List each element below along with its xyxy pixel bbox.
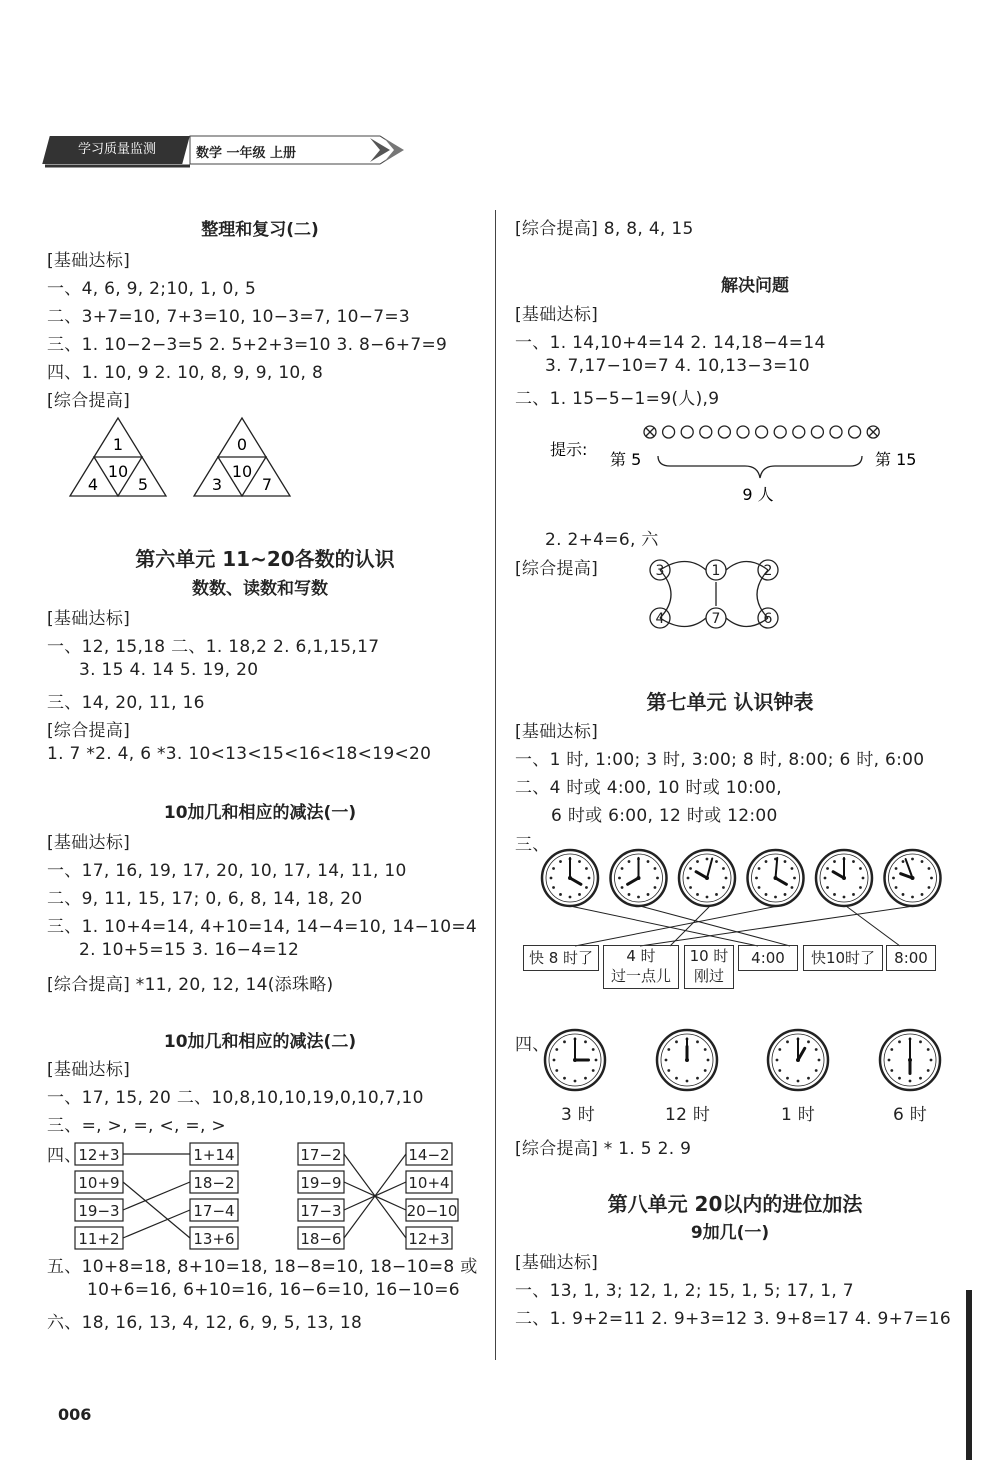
label-basic: [基础达标] <box>47 609 131 629</box>
clock-icon <box>816 850 872 906</box>
answer-line: 二、9, 11, 15, 17; 0, 6, 8, 14, 18, 20 <box>47 889 363 909</box>
chain-top-1: 1 <box>711 563 721 579</box>
section-title-10plus-2: 10加几和相应的减法(二) <box>163 1032 357 1052</box>
person-circle-icon <box>700 426 712 438</box>
hint-right: 第 15 <box>875 450 917 469</box>
clock-icon <box>611 850 667 906</box>
person-circle-icon <box>830 426 842 438</box>
label-basic: [基础达标] <box>47 251 131 271</box>
section-title-review2: 整理和复习(二) <box>201 220 319 240</box>
triangle-2 <box>194 418 290 496</box>
m2-right-3: 12+3 <box>408 1230 450 1248</box>
m2-left-1: 19−9 <box>300 1174 342 1192</box>
person-circle-icon <box>811 426 823 438</box>
tri1-right: 5 <box>137 475 149 494</box>
answer-line: 三、1. 10+4=14, 4+10=14, 14−4=10, 14−10=4 <box>47 917 478 937</box>
chain-bottom-1: 7 <box>711 611 721 627</box>
label-advanced: [综合提高] <box>515 559 599 579</box>
clock-label-2: 1 时 <box>780 1105 816 1125</box>
clock-icon <box>657 1030 717 1090</box>
label-advanced: [综合提高] <box>47 391 131 411</box>
answer-line: 四、 <box>515 1035 550 1055</box>
m2-right-0: 14−2 <box>408 1146 450 1164</box>
label-basic: [基础达标] <box>515 722 599 742</box>
m2-left-2: 17−3 <box>300 1202 342 1220</box>
answer-line: 6 时或 6:00, 12 时或 12:00 <box>551 806 778 826</box>
answer-line: 1. 7 *2. 4, 6 *3. 10<13<15<16<18<19<20 <box>47 744 432 764</box>
queue-hint-diagram <box>540 418 940 510</box>
chain-top-2: 2 <box>763 563 773 579</box>
box-label-5: 8:00 <box>886 945 936 971</box>
matching-diagram <box>70 1140 470 1252</box>
m1-left-2: 19−3 <box>78 1202 120 1220</box>
person-circle-icon <box>849 426 861 438</box>
clock-icon <box>885 850 941 906</box>
answer-line: 一、4, 6, 9, 2;10, 1, 0, 5 <box>47 279 257 299</box>
tri1-top: 1 <box>112 435 124 454</box>
hint-label: 提示: <box>550 440 588 459</box>
answer-line: 四、1. 10, 9 2. 10, 8, 9, 9, 10, 8 <box>47 363 324 383</box>
subject-label: 数学 一年级 上册 <box>196 146 297 161</box>
m1-left-1: 10+9 <box>78 1174 120 1192</box>
m1-left-0: 12+3 <box>78 1146 120 1164</box>
answer-line: 三、 <box>515 835 550 855</box>
box-label-2: 10 时 刚过 <box>684 945 734 989</box>
answer-line: 六、18, 16, 13, 4, 12, 6, 9, 5, 13, 18 <box>47 1313 363 1333</box>
person-circle-icon <box>663 426 675 438</box>
answer-line: [综合提高] * 1. 5 2. 9 <box>515 1139 692 1159</box>
answer-line: 三、=, >, =, <, =, > <box>47 1116 226 1136</box>
chain-top-0: 3 <box>655 563 665 579</box>
person-circle-icon <box>737 426 749 438</box>
answer-line: 五、10+8=18, 8+10=18, 18−8=10, 18−10=8 或 <box>47 1257 478 1277</box>
label-basic: [基础达标] <box>47 1060 131 1080</box>
m1-right-0: 1+14 <box>193 1146 235 1164</box>
section-title-problems: 解决问题 <box>721 276 789 296</box>
answer-line: 三、14, 20, 11, 16 <box>47 693 205 713</box>
series-title: 学习质量监测 <box>78 142 157 157</box>
answer-line: 一、17, 15, 20 二、10,8,10,10,19,0,10,7,10 <box>47 1088 424 1108</box>
label-basic: [基础达标] <box>515 305 599 325</box>
answer-line: 一、1 时, 1:00; 3 时, 3:00; 8 时, 8:00; 6 时, 6:00 <box>515 750 925 770</box>
hint-left: 第 5 <box>610 450 642 469</box>
answer-line: [综合提高] 8, 8, 4, 15 <box>515 219 694 239</box>
label-basic: [基础达标] <box>515 1253 599 1273</box>
m1-right-1: 18−2 <box>193 1174 235 1192</box>
section-title-10plus-1: 10加几和相应的减法(一) <box>163 803 357 823</box>
clock-label-0: 3 时 <box>560 1105 596 1125</box>
box-label-3: 4:00 <box>738 945 798 971</box>
page-edge-shadow <box>966 1290 972 1460</box>
m2-right-1: 10+4 <box>408 1174 450 1192</box>
answer-line: [综合提高] *11, 20, 12, 14(添珠略) <box>47 975 334 995</box>
unit8-subtitle: 9加几(一) <box>690 1223 770 1243</box>
clock-label-1: 12 时 <box>665 1105 711 1125</box>
person-circle-icon <box>681 426 693 438</box>
clock-icon <box>880 1030 940 1090</box>
answer-line: 10+6=16, 6+10=16, 16−6=10, 16−10=6 <box>87 1280 460 1300</box>
tri2-mid: 10 <box>231 462 253 481</box>
answer-line: 三、1. 10−2−3=5 2. 5+2+3=10 3. 8−6+7=9 <box>47 335 448 355</box>
person-circle-icon <box>718 426 730 438</box>
triangle-1 <box>70 418 166 496</box>
tri1-mid: 10 <box>107 462 129 481</box>
person-circle-icon <box>756 426 768 438</box>
answer-line: 一、17, 16, 19, 17, 20, 10, 17, 14, 11, 10 <box>47 861 407 881</box>
label-basic: [基础达标] <box>47 833 131 853</box>
label-advanced: [综合提高] <box>47 721 131 741</box>
chain-bottom-0: 4 <box>655 611 665 627</box>
answer-line: 2. 10+5=15 3. 16−4=12 <box>79 940 300 960</box>
clock-icon <box>545 1030 605 1090</box>
box-label-0: 快 8 时了 <box>523 945 599 971</box>
column-divider <box>495 210 496 1360</box>
answer-line: 3. 15 4. 14 5. 19, 20 <box>79 660 259 680</box>
m2-left-3: 18−6 <box>300 1230 342 1248</box>
tri2-top: 0 <box>236 435 248 454</box>
answer-line: 3. 7,17−10=7 4. 10,13−3=10 <box>545 356 810 376</box>
m2-left-0: 17−2 <box>300 1146 342 1164</box>
answer-line: 二、3+7=10, 7+3=10, 10−3=7, 10−7=3 <box>47 307 411 327</box>
hint-count: 9 人 <box>742 485 774 504</box>
clock-drawing-row <box>540 1025 960 1095</box>
person-circle-icon <box>774 426 786 438</box>
answer-line: 2. 2+4=6, 六 <box>545 530 659 550</box>
box-label-4: 快10时了 <box>803 945 883 971</box>
answer-line: 四、 <box>47 1146 82 1166</box>
tri2-right: 7 <box>261 475 273 494</box>
brace-icon <box>658 456 862 478</box>
person-circle-icon <box>793 426 805 438</box>
answer-line: 一、1. 14,10+4=14 2. 14,18−4=14 <box>515 333 826 353</box>
tri1-left: 4 <box>87 475 99 494</box>
clock-icon <box>542 850 598 906</box>
chain-bottom-2: 6 <box>763 611 773 627</box>
m1-left-3: 11+2 <box>78 1230 120 1248</box>
unit8-title: 第八单元 20以内的进位加法 <box>607 1192 863 1216</box>
answer-line: 二、1. 9+2=11 2. 9+3=12 3. 9+8=17 4. 9+7=16 <box>515 1309 952 1329</box>
answer-line: 一、12, 15,18 二、1. 18,2 2. 6,1,15,17 <box>47 637 380 657</box>
m2-right-2: 20−10 <box>406 1202 458 1220</box>
m1-right-2: 17−4 <box>193 1202 235 1220</box>
clock-icon <box>748 850 804 906</box>
m1-right-3: 13+6 <box>193 1230 235 1248</box>
page-number: 006 <box>58 1405 92 1424</box>
box-label-1: 4 时 过一点儿 <box>603 945 679 989</box>
unit6-title: 第六单元 11~20各数的认识 <box>135 547 395 571</box>
unit7-title: 第七单元 认识钟表 <box>646 690 814 714</box>
clock-icon <box>679 850 735 906</box>
clock-label-3: 6 时 <box>892 1105 928 1125</box>
answer-line: 二、4 时或 4:00, 10 时或 10:00, <box>515 778 782 798</box>
number-chain-diagram <box>620 555 790 635</box>
tri2-left: 3 <box>211 475 223 494</box>
unit6-subtitle: 数数、读数和写数 <box>192 579 328 599</box>
triangle-puzzles <box>60 412 320 504</box>
answer-line: 二、1. 15−5−1=9(人),9 <box>515 389 720 409</box>
clock-icon <box>768 1030 828 1090</box>
answer-line: 一、13, 1, 3; 12, 1, 2; 15, 1, 5; 17, 1, 7 <box>515 1281 854 1301</box>
